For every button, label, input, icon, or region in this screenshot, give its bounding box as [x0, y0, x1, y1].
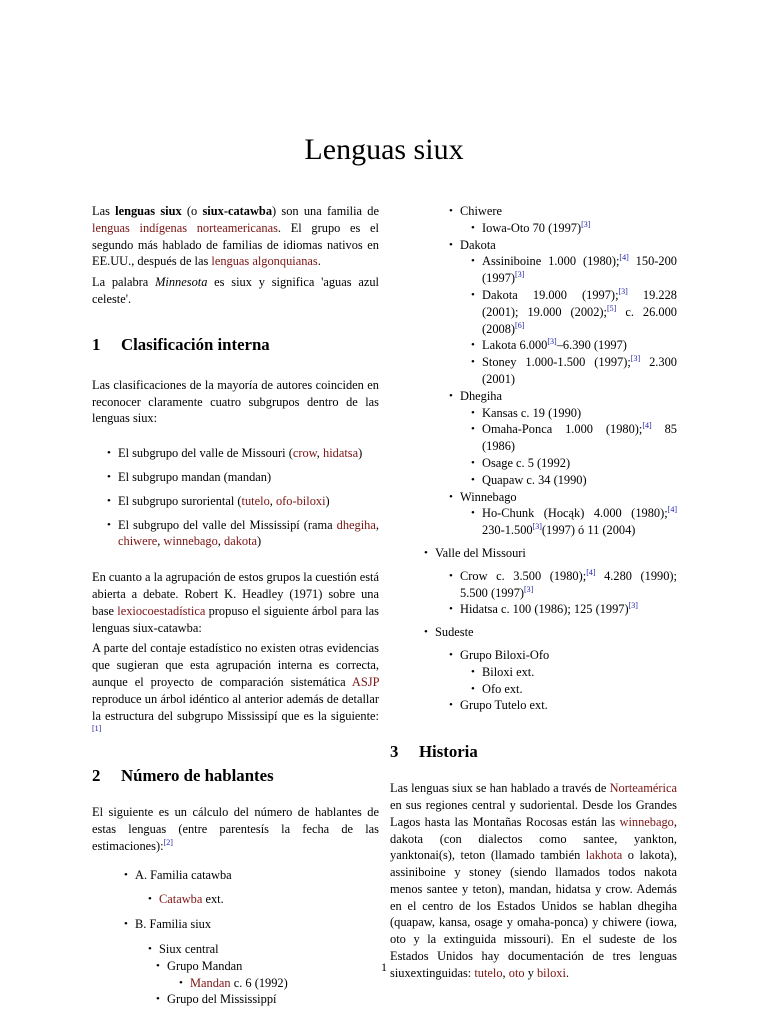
citation-ref[interactable]: [5] — [607, 303, 617, 313]
bullet-icon: • — [449, 205, 453, 217]
list-item — [0, 388, 677, 405]
text-run: ) — [257, 534, 262, 549]
text-run: –6.390 (1997) — [556, 338, 627, 353]
text-run: , — [217, 534, 224, 549]
list-item-text — [482, 421, 677, 455]
text-run: La palabra — [92, 275, 156, 290]
bold-term: lenguas siux — [115, 204, 182, 218]
text-run: Ho-Chunk (Hocąk) 4.000 (1980); — [482, 506, 668, 521]
list-item — [92, 991, 379, 1008]
list-item — [92, 867, 379, 884]
list-item-text — [460, 647, 677, 664]
list-item-text — [482, 455, 677, 472]
text-run: Iowa-Oto 70 (1997) — [482, 220, 582, 235]
list-item — [0, 354, 677, 388]
list-item-text — [190, 975, 379, 992]
text-run: En cuanto a la agrupación de estos grupos la cuestión está abierta a debate. Robert K. Headley (1971) sobre una base — [92, 570, 379, 618]
section-heading-historia — [390, 742, 677, 762]
text-run: 230-1.500 — [482, 523, 533, 538]
list-item — [0, 405, 677, 422]
italic-term: Minnesota — [155, 275, 208, 290]
list-item — [0, 545, 677, 562]
bullet-icon: • — [107, 494, 111, 507]
list-item — [0, 664, 677, 681]
text-run: 2.300 (2001) — [482, 355, 677, 386]
citation-ref[interactable]: [3] — [547, 337, 557, 347]
bullet-icon: • — [471, 255, 475, 268]
text-run: c. 26.000 (2008) — [482, 304, 677, 336]
text-run: 85 (1986) — [482, 422, 677, 454]
text-run: Stoney 1.000-1.500 (1997); — [482, 355, 631, 370]
text-run: . El grupo es el segundo más hablado de familias de idiomas nativos en EE.UU., después de las — [92, 220, 379, 269]
wiki-link[interactable]: hidatsa — [323, 446, 359, 461]
text-run: Las — [92, 204, 116, 218]
speakers-tree-right — [0, 203, 677, 714]
text-run: , — [269, 493, 276, 508]
classification-paragraph-1: Las clasificaciones de la mayoría de autores coinciden en reconocer claramente cuatro subgrupos dentro de las lenguas siux: — [92, 377, 379, 426]
list-item-text — [135, 916, 379, 933]
bullet-icon: • — [107, 447, 111, 460]
bullet-icon: • — [449, 490, 453, 503]
citation-ref[interactable]: [3] — [628, 601, 638, 611]
citation-ref[interactable]: [3] — [515, 270, 525, 280]
list-item — [92, 975, 379, 992]
bullet-icon: • — [471, 682, 475, 695]
text-run: es siux y significa 'aguas azul celeste'. — [92, 275, 379, 306]
text-run: El subgrupo del valle del Mississipí (rama — [118, 517, 337, 532]
citation-ref[interactable]: [4] — [667, 505, 677, 515]
text-run: Grupo Mandan — [167, 958, 243, 973]
list-item — [0, 647, 677, 664]
citation-ref[interactable]: [3] — [524, 584, 534, 594]
wiki-link[interactable]: tutelo — [474, 965, 503, 980]
text-run: El subgrupo suroriental ( — [118, 493, 242, 508]
bullet-icon: • — [107, 470, 111, 483]
text-run: c. 6 (1992) — [230, 975, 288, 990]
list-item-text — [159, 891, 379, 908]
wiki-link[interactable]: ASJP — [351, 674, 379, 689]
list-item-text — [460, 568, 677, 602]
text-run: Ofo ext. — [482, 681, 523, 696]
list-item — [0, 237, 677, 254]
list-item-text — [460, 203, 677, 220]
text-run: Siux central — [159, 941, 219, 956]
wiki-link[interactable]: ofo-biloxi — [275, 493, 326, 508]
citation-ref[interactable]: [1] — [92, 724, 102, 734]
wiki-link[interactable]: oto — [508, 965, 525, 980]
citation-ref[interactable]: [4] — [619, 253, 629, 263]
bullet-icon: • — [124, 868, 128, 881]
bullet-icon: • — [179, 976, 183, 989]
citation-ref[interactable]: [3] — [630, 354, 641, 364]
text-run: Assiniboine 1.000 (1980); — [482, 254, 620, 269]
text-run: Kansas c. 19 (1990) — [482, 405, 582, 420]
text-run: Hidatsa c. 100 (1986); 125 (1997) — [460, 602, 629, 617]
bullet-icon: • — [148, 893, 152, 906]
bullet-icon: • — [449, 603, 453, 616]
bullet-icon: • — [471, 221, 475, 234]
text-run: Dakota — [460, 237, 496, 252]
text-run: A parte del contaje estadístico no existen otras evidencias que sugieran que esta agrupación interna es correcta, aunque el proyecto de comparación sistemática — [92, 641, 379, 689]
list-item-text — [159, 941, 379, 958]
text-run: Dhegiha — [460, 388, 502, 403]
wiki-link[interactable]: lakhota — [585, 848, 623, 863]
list-item-text — [482, 253, 677, 287]
text-run: Valle del Missouri — [435, 545, 526, 560]
text-run: propuso el siguiente árbol para las lenguas siux-catawba: — [92, 603, 380, 635]
section-number: 2 — [92, 766, 101, 786]
text-run: , — [375, 517, 379, 532]
right-column — [390, 203, 677, 986]
bullet-icon: • — [471, 665, 475, 678]
text-run: Winnebago — [460, 489, 517, 504]
bullet-icon: • — [156, 993, 160, 1006]
page-number: 1 — [381, 960, 387, 974]
history-paragraph — [390, 780, 677, 982]
list-item-text — [435, 545, 677, 562]
list-item — [0, 505, 677, 539]
citation-ref[interactable]: [3] — [618, 286, 628, 296]
text-run: 4.280 (1990); 5.500 (1997) — [460, 568, 677, 600]
page-title: Lenguas siux — [304, 133, 464, 167]
list-item — [0, 469, 677, 489]
text-run: Lakota 6.000 — [482, 338, 548, 353]
list-item-text — [482, 681, 677, 698]
list-item-text — [435, 624, 677, 641]
list-item — [0, 601, 677, 618]
bullet-icon: • — [471, 406, 475, 419]
bullet-icon: • — [424, 546, 428, 559]
list-item — [92, 891, 379, 908]
list-item-text — [460, 601, 677, 618]
text-run: El subgrupo mandan (mandan) — [118, 469, 272, 484]
bullet-icon: • — [449, 569, 453, 582]
wiki-link[interactable]: Norteamérica — [609, 781, 677, 796]
list-item-text — [482, 472, 677, 489]
text-run: Grupo Biloxi-Ofo — [460, 647, 550, 662]
wiki-link[interactable]: tutelo — [241, 493, 270, 508]
text-run: , — [157, 534, 164, 549]
list-item-text — [167, 991, 379, 1008]
text-run: 150-200 (1997) — [482, 254, 677, 286]
text-run: Osage c. 5 (1992) — [482, 455, 571, 470]
section-number: 1 — [92, 334, 101, 354]
bold-term: siux-catawba — [202, 204, 273, 218]
bullet-icon: • — [471, 456, 475, 469]
list-item-text — [460, 237, 677, 254]
citation-ref[interactable]: [4] — [586, 567, 596, 577]
text-run: Dakota 19.000 (1997); — [482, 287, 619, 302]
bullet-icon: • — [156, 959, 160, 972]
citation-ref[interactable]: [4] — [642, 421, 652, 431]
wiki-link[interactable]: lenguas algonquianas — [211, 254, 318, 269]
list-item — [0, 697, 677, 714]
text-run: o lakota), assiniboine y stoney (siendo llamados todos nakota menos santee y teton), mandan, hidatsa y crow. Además en el centro de los Estados Unidos se hablan dhegiha (quapaw, kansa, osage y omaha-ponca) y chiwere (iowa, oto y la extinguida missouri). En el sudeste de los Estados Unidos hay documentación de tres lenguas siuxextinguidas: — [390, 848, 677, 980]
text-run: ext. — [202, 892, 224, 907]
text-run: 19.228 (2001); 19.000 (2002); — [482, 287, 678, 319]
bullet-icon: • — [471, 288, 475, 301]
list-item — [0, 681, 677, 698]
citation-ref[interactable]: [3] — [532, 522, 542, 532]
wiki-link[interactable]: dhegiha — [336, 517, 376, 532]
text-run: B. Familia siux — [135, 917, 212, 932]
text-run: (1997) ó 11 (2004) — [541, 523, 636, 538]
text-run: El siguiente es un cálculo del número de hablantes de estas lenguas (entre parentesís la fecha de las estimaciones): — [92, 805, 379, 853]
list-item-text — [460, 489, 677, 506]
bullet-icon: • — [471, 423, 475, 436]
list-item — [0, 421, 677, 455]
text-run: (o — [181, 204, 203, 218]
text-run: ) — [325, 493, 330, 508]
section-title: Clasificación interna — [121, 334, 270, 354]
list-item — [0, 334, 677, 354]
list-item-text — [482, 287, 677, 337]
text-run: . — [317, 254, 321, 269]
list-item-text — [482, 664, 677, 681]
section-heading-hablantes — [92, 766, 379, 786]
list-item-text — [460, 388, 677, 405]
text-run: Biloxi ext. — [482, 664, 535, 679]
bullet-icon: • — [471, 473, 475, 486]
bullet-icon: • — [471, 356, 475, 369]
text-run: reproduce un árbol idéntico al anterior además de detallar la estructura del subgrupo Mississipí que es la siguiente: — [92, 691, 379, 723]
wiki-link[interactable]: lenguas indígenas norteamericanas — [92, 220, 278, 235]
citation-ref[interactable]: [3] — [581, 219, 591, 229]
list-item — [0, 253, 677, 290]
section-number: 3 — [390, 742, 399, 762]
wiki-link[interactable]: Catawba — [159, 892, 203, 907]
text-run: , dakota (con dialectos como santee, yankton, yanktonai(s), teton (llamado también — [390, 814, 677, 863]
bullet-icon: • — [107, 518, 111, 531]
wiki-link[interactable]: crow — [292, 446, 317, 461]
list-item — [0, 624, 677, 641]
list-item-text — [482, 405, 677, 422]
speakers-paragraph — [92, 804, 379, 854]
bullet-icon: • — [449, 238, 453, 251]
wiki-link[interactable]: Mandan — [190, 975, 231, 990]
citation-ref[interactable]: [2] — [163, 837, 173, 847]
list-item — [92, 941, 379, 958]
bullet-icon: • — [424, 626, 428, 639]
list-item — [0, 489, 677, 506]
text-run: El subgrupo del valle de Missouri ( — [118, 446, 293, 461]
wiki-link[interactable]: chiwere — [118, 534, 158, 549]
text-run: Sudeste — [435, 625, 474, 640]
list-item — [0, 568, 677, 602]
text-run: ) son una familia de — [272, 204, 379, 218]
text-run: Quapaw c. 34 (1990) — [482, 472, 587, 487]
bullet-icon: • — [148, 942, 152, 955]
text-run: ) — [358, 446, 363, 461]
wiki-link[interactable]: lexiocoestadística — [117, 603, 206, 618]
list-item-text — [482, 354, 677, 388]
bullet-icon: • — [449, 648, 453, 661]
text-run: Grupo del Mississippí — [167, 992, 277, 1007]
wiki-link[interactable]: winnebago — [619, 814, 674, 829]
text-run: . — [565, 965, 570, 980]
text-run: Las lenguas siux se han hablado a través de — [390, 781, 610, 796]
text-run: Grupo Tutelo ext. — [460, 698, 548, 713]
wiki-link[interactable]: biloxi — [536, 965, 566, 980]
list-item-text — [482, 220, 677, 237]
list-item-text — [482, 337, 677, 354]
text-run: Omaha-Ponca 1.000 (1980); — [482, 422, 643, 437]
list-item — [0, 287, 677, 337]
text-run: Chiwere — [460, 204, 502, 218]
list-item-text — [482, 505, 677, 539]
text-run: Crow c. 3.500 (1980); — [460, 568, 587, 583]
text-run: , — [502, 965, 509, 980]
bullet-icon: • — [124, 918, 128, 931]
list-item-text — [135, 867, 379, 884]
speakers-tree-left — [92, 867, 379, 1009]
list-item — [92, 916, 379, 933]
list-item — [0, 203, 677, 220]
list-item-text — [460, 697, 677, 714]
section-title: Historia — [419, 742, 478, 762]
bullet-icon: • — [471, 507, 475, 520]
text-run: A. Familia catawba — [135, 867, 232, 882]
bullet-icon: • — [449, 389, 453, 402]
text-run: en sus regiones central y sudoriental. Desde los Grandes Lagos hasta las Montañas Rocosas están las — [390, 797, 677, 829]
text-run: , — [316, 446, 323, 461]
list-item — [0, 455, 677, 472]
citation-ref[interactable]: [6] — [515, 320, 525, 330]
list-item — [0, 220, 677, 237]
wiki-link[interactable]: winnebago — [163, 534, 218, 549]
bullet-icon: • — [449, 699, 453, 712]
section-title: Número de hablantes — [121, 766, 274, 786]
wiki-link[interactable]: dakota — [224, 534, 258, 549]
bullet-icon: • — [471, 339, 475, 352]
text-run: y — [524, 965, 537, 980]
